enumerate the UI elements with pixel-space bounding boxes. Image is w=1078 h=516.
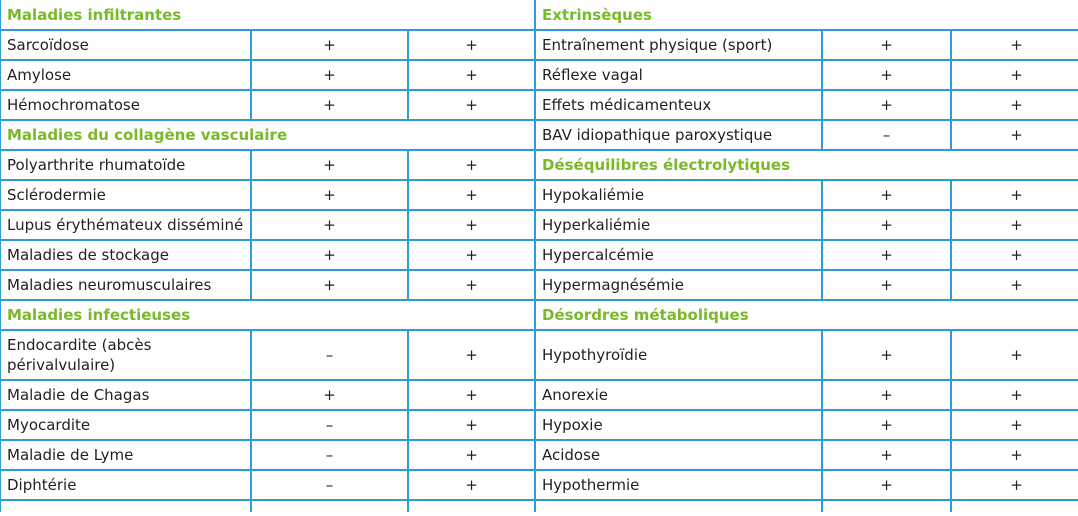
table-row: [0, 60, 1078, 90]
row-label: Endocardite (abcès périvalvulaire): [0, 330, 251, 380]
row-value: +: [951, 30, 1078, 60]
row-value: +: [408, 150, 535, 180]
row-value: +: [408, 90, 535, 120]
row-label: Hémochromatose: [0, 90, 251, 120]
row-value: +: [251, 180, 408, 210]
table-row: [0, 410, 1078, 440]
row-value: +: [951, 270, 1078, 300]
row-label: Maladies de stockage: [0, 240, 251, 270]
row-value: +: [408, 330, 535, 380]
row-value: +: [408, 210, 535, 240]
row-value: –: [251, 410, 408, 440]
row-value: +: [408, 180, 535, 210]
row-label: Hypermagnésémie: [535, 270, 822, 300]
empty-cell: [822, 500, 951, 512]
row-label: Maladie de Chagas: [0, 380, 251, 410]
row-label: Polyarthrite rhumatoïde: [0, 150, 251, 180]
group-heading-right: Déséquilibres électrolytiques: [535, 150, 1078, 180]
empty-cell: [951, 500, 1078, 512]
row-label: Lupus érythémateux disséminé: [0, 210, 251, 240]
row-value: +: [822, 410, 951, 440]
row-value: +: [408, 60, 535, 90]
group-heading-right: Désordres métaboliques: [535, 300, 1078, 330]
row-value: –: [251, 470, 408, 500]
row-label: Maladie de Lyme: [0, 440, 251, 470]
row-value: +: [822, 210, 951, 240]
row-label: Sarcoïdose: [0, 30, 251, 60]
row-value: +: [951, 90, 1078, 120]
row-label: Amylose: [0, 60, 251, 90]
table-row: [0, 150, 1078, 180]
row-value: +: [951, 330, 1078, 380]
row-value: +: [951, 60, 1078, 90]
row-value: +: [251, 270, 408, 300]
row-label: Acidose: [535, 440, 822, 470]
table-row: [0, 180, 1078, 210]
row-value: +: [822, 470, 951, 500]
row-value: +: [822, 270, 951, 300]
row-value: +: [408, 440, 535, 470]
table-row: [0, 270, 1078, 300]
row-value: +: [408, 30, 535, 60]
row-value: +: [408, 410, 535, 440]
table-row: [0, 120, 1078, 150]
row-label: Effets médicamenteux: [535, 90, 822, 120]
table-row: [0, 440, 1078, 470]
row-value: +: [408, 380, 535, 410]
row-value: +: [951, 210, 1078, 240]
row-value: –: [251, 440, 408, 470]
table-row: [0, 300, 1078, 330]
empty-cell: [408, 500, 535, 512]
row-label: Entraînement physique (sport): [535, 30, 822, 60]
row-value: +: [251, 90, 408, 120]
row-value: +: [251, 30, 408, 60]
row-value: +: [951, 380, 1078, 410]
row-value: +: [951, 470, 1078, 500]
table-row: [0, 330, 1078, 380]
row-value: +: [822, 330, 951, 380]
row-value: +: [951, 240, 1078, 270]
group-heading-right: Extrinsèques: [535, 0, 1078, 30]
row-value: +: [822, 90, 951, 120]
row-value: +: [251, 380, 408, 410]
row-value: –: [822, 120, 951, 150]
row-label: Hypercalcémie: [535, 240, 822, 270]
row-value: +: [822, 440, 951, 470]
row-value: +: [822, 180, 951, 210]
table-row: [0, 380, 1078, 410]
row-label: Hypothermie: [535, 470, 822, 500]
row-label: Anorexie: [535, 380, 822, 410]
row-value: +: [951, 440, 1078, 470]
row-value: +: [822, 380, 951, 410]
row-value: +: [822, 240, 951, 270]
table-row-partial: [0, 500, 1078, 512]
row-label: BAV idiopathique paroxystique: [535, 120, 822, 150]
group-heading-left: Maladies infiltrantes: [0, 0, 535, 30]
row-value: +: [408, 270, 535, 300]
table-row: [0, 30, 1078, 60]
row-value: +: [251, 210, 408, 240]
row-label: Myocardite: [0, 410, 251, 440]
row-value: +: [951, 410, 1078, 440]
group-heading-left: Maladies du collagène vasculaire: [0, 120, 535, 150]
row-label: Réflexe vagal: [535, 60, 822, 90]
row-value: +: [251, 150, 408, 180]
table-row: [0, 240, 1078, 270]
row-label: Hyperkaliémie: [535, 210, 822, 240]
row-value: +: [408, 470, 535, 500]
row-label: Maladies neuromusculaires: [0, 270, 251, 300]
table-row: [0, 0, 1078, 30]
row-label: Sclérodermie: [0, 180, 251, 210]
table-row: [0, 210, 1078, 240]
row-label: Hypoxie: [535, 410, 822, 440]
row-value: +: [951, 180, 1078, 210]
group-heading-left: Maladies infectieuses: [0, 300, 535, 330]
row-value: +: [822, 60, 951, 90]
table-row: [0, 90, 1078, 120]
row-value: –: [251, 330, 408, 380]
row-label: Hypokaliémie: [535, 180, 822, 210]
table-row: [0, 470, 1078, 500]
empty-cell: [0, 500, 251, 512]
empty-cell: [251, 500, 408, 512]
row-label: Hypothyroïdie: [535, 330, 822, 380]
row-value: +: [251, 240, 408, 270]
row-label: Diphtérie: [0, 470, 251, 500]
row-value: +: [822, 30, 951, 60]
row-value: +: [951, 120, 1078, 150]
row-value: +: [408, 240, 535, 270]
row-value: +: [251, 60, 408, 90]
empty-cell: [535, 500, 822, 512]
